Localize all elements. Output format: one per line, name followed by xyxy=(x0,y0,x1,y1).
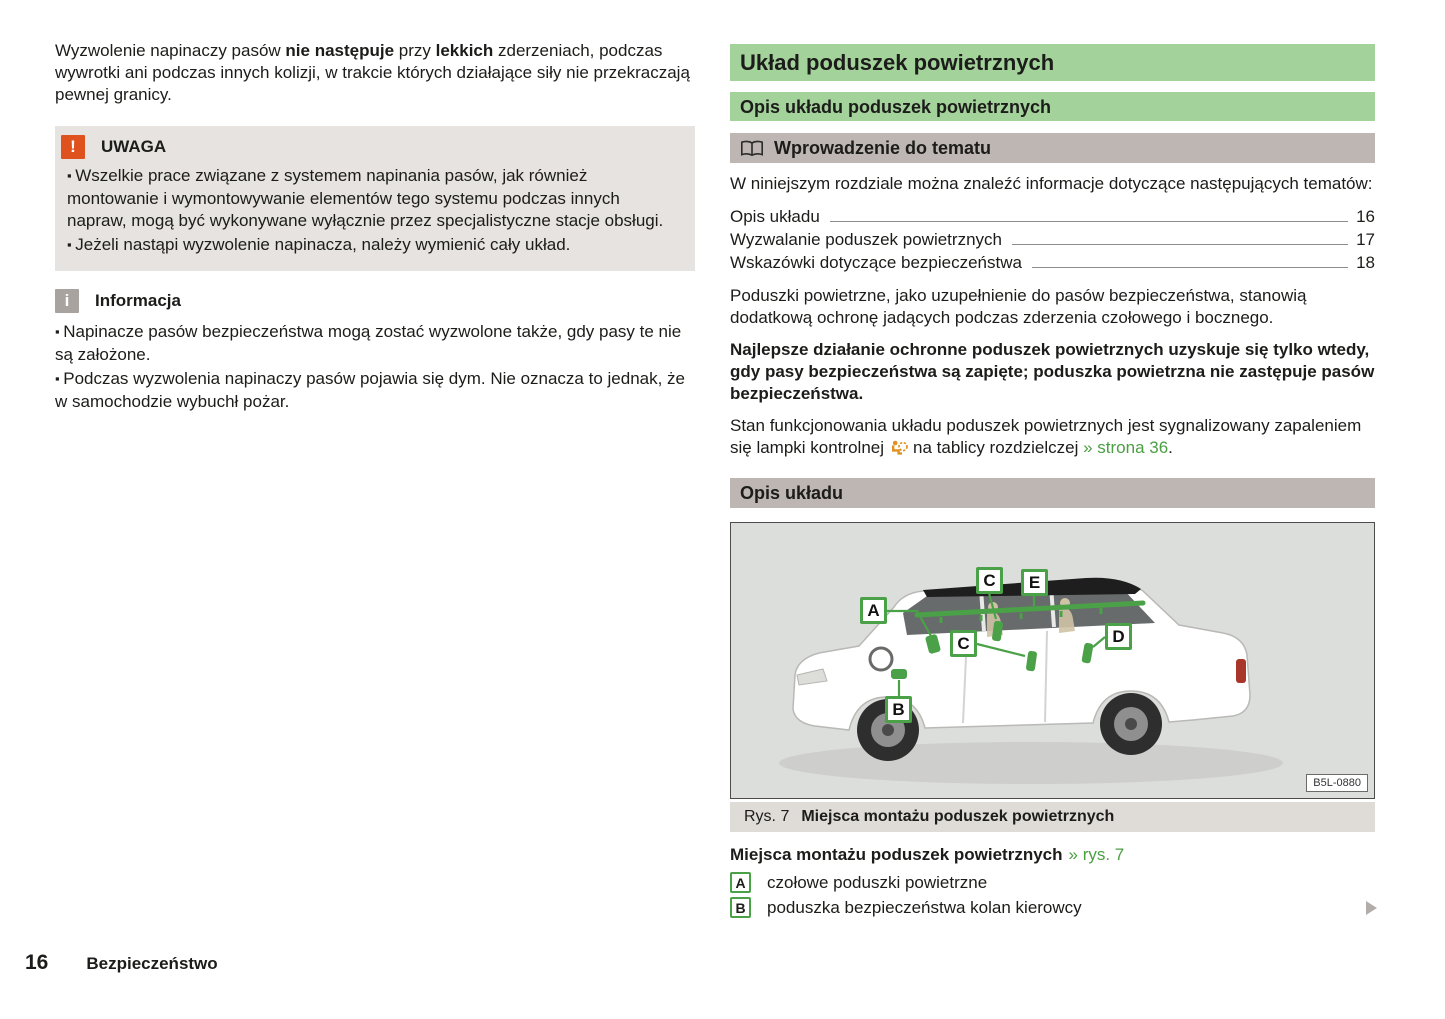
status-text-pre: Stan funkcjonowania układu poduszek powietrznych jest sygnalizowany zapaleniem się lampki kontrolnej xyxy=(730,416,1362,457)
chapter-title-bar xyxy=(730,44,1375,81)
toc-page-number: 17 xyxy=(1356,230,1375,249)
legend-title: Miejsca montażu poduszek powietrznych xyxy=(730,845,1063,864)
toc-page-number: 16 xyxy=(1356,207,1375,226)
opis-ukladu-bar xyxy=(730,478,1375,508)
warning-box-title: UWAGA xyxy=(101,137,167,156)
intro-bold-2: lekkich xyxy=(435,41,494,60)
info-section-title: Informacja xyxy=(95,291,181,310)
figure-marker-C-rear: C xyxy=(950,630,977,657)
footer-page-number: 16 xyxy=(25,951,49,974)
info-item: ▪ Napinacze pasów bezpieczeństwa mogą zostać wyzwolone także, gdy pasy te nie są założone. xyxy=(55,321,695,366)
status-text-end: . xyxy=(1168,438,1173,457)
warning-box-list xyxy=(61,165,683,257)
legend-key-B: B xyxy=(730,897,751,918)
car-illustration xyxy=(731,523,1374,798)
info-section-header xyxy=(55,289,695,313)
figure-marker-C-front: C xyxy=(976,567,1003,594)
toc-row-opis-ukladu[interactable] xyxy=(730,206,1375,229)
exclamation-icon: ! xyxy=(61,135,85,159)
toc-label: Wskazówki dotyczące bezpieczeństwa xyxy=(730,253,1022,272)
intro-paragraph xyxy=(55,40,695,106)
info-icon: i xyxy=(55,289,79,313)
figure-marker-E: E xyxy=(1021,569,1048,596)
intro-bold-1: nie następuje xyxy=(285,41,395,60)
toc-leader-line xyxy=(830,221,1348,222)
chapter-title: Układ poduszek powietrznych xyxy=(740,49,1055,75)
page-footer xyxy=(25,952,218,975)
toc-page-number: 18 xyxy=(1356,253,1375,272)
warning-box-header xyxy=(61,135,683,159)
figure-legend xyxy=(730,844,1375,920)
footer-section-title: Bezpieczeństwo xyxy=(86,954,218,973)
intro-header-bar xyxy=(730,133,1375,163)
toc-leader-line xyxy=(1032,267,1348,268)
info-section xyxy=(55,289,695,413)
legend-row-A xyxy=(730,870,1375,895)
info-item: ▪ Podczas wyzwolenia napinaczy pasów pojawia się dym. Nie oznacza to jednak, że w samochodzie wybuchł pożar. xyxy=(55,368,695,413)
warning-item: ▪ Jeżeli nastąpi wyzwolenie napinacza, należy wymienić cały układ. xyxy=(67,234,683,257)
figure-marker-A: A xyxy=(860,597,887,624)
section-title: Opis układu poduszek powietrznych xyxy=(740,96,1052,117)
right-column xyxy=(730,44,1375,920)
figure-marker-D: D xyxy=(1105,623,1132,650)
paragraph-status xyxy=(730,415,1375,461)
legend-text-A: czołowe poduszki powietrzne xyxy=(767,872,988,892)
opis-ukladu-title: Opis układu xyxy=(740,483,844,503)
triangle-right-icon xyxy=(1366,901,1377,915)
intro-text-3: zderzeniach, podczas wywrotki ani podczas innych kolizji, w trakcie których działające siły nie przekraczają pewnej granicy. xyxy=(55,41,690,104)
airbag-warning-icon xyxy=(890,439,908,461)
figure-caption-prefix: Rys. 7 xyxy=(744,808,790,825)
figure-airbag-locations xyxy=(730,522,1375,799)
paragraph-bold-warning: Najlepsze działanie ochronne poduszek powietrznych uzyskuje się tylko wtedy, gdy pasy bezpieczeństwa są zapięte; poduszka powietrzna nie zastępuje pasów bezpieczeństwa. xyxy=(730,340,1375,403)
legend-key-A: A xyxy=(730,872,751,893)
open-book-icon xyxy=(740,140,764,157)
info-section-list xyxy=(55,321,695,413)
paragraph-supplement: Poduszki powietrzne, jako uzupełnienie do pasów bezpieczeństwa, stanowią dodatkową ochronę jadących podczas zderzenia czołowego i bocznego. xyxy=(730,286,1307,327)
status-text-mid: na tablicy rozdzielczej xyxy=(913,438,1084,457)
warning-item: ▪ Wszelkie prace związane z systemem napinania pasów, jak również montowanie i wymontowywanie elementów tego systemu podczas innych napraw, mogą być wykonywane wyłącznie przez specjalistyczne stacje obsługi. xyxy=(67,165,683,232)
table-of-contents xyxy=(730,206,1375,275)
link-strona-36[interactable]: » strona 36 xyxy=(1083,438,1169,457)
link-rys-7[interactable]: » rys. 7 xyxy=(1068,845,1125,864)
warning-box xyxy=(55,126,695,271)
toc-leader-line xyxy=(1012,244,1348,245)
figure-image-code: B5L-0880 xyxy=(1306,774,1368,792)
intro-text: W niniejszym rozdziale można znaleźć informacje dotyczące następujących tematów: xyxy=(730,174,1373,193)
toc-label: Wyzwalanie poduszek powietrznych xyxy=(730,230,1002,249)
figure-marker-B: B xyxy=(885,696,912,723)
left-column xyxy=(55,40,695,415)
legend-row-B xyxy=(730,895,1375,920)
toc-row-wyzwalanie[interactable] xyxy=(730,229,1375,252)
intro-text-1: Wyzwolenie napinaczy pasów xyxy=(55,41,286,60)
toc-row-wskazowki[interactable] xyxy=(730,252,1375,275)
toc-label: Opis układu xyxy=(730,207,820,226)
intro-header-title: Wprowadzenie do tematu xyxy=(774,138,992,158)
figure-caption-bar xyxy=(730,802,1375,832)
intro-text-2: przy xyxy=(394,41,436,60)
section-title-bar xyxy=(730,92,1375,121)
legend-title-row xyxy=(730,844,1375,866)
figure-caption-title: Miejsca montażu poduszek powietrznych xyxy=(801,808,1115,825)
legend-text-B: poduszka bezpieczeństwa kolan kierowcy xyxy=(767,897,1082,917)
